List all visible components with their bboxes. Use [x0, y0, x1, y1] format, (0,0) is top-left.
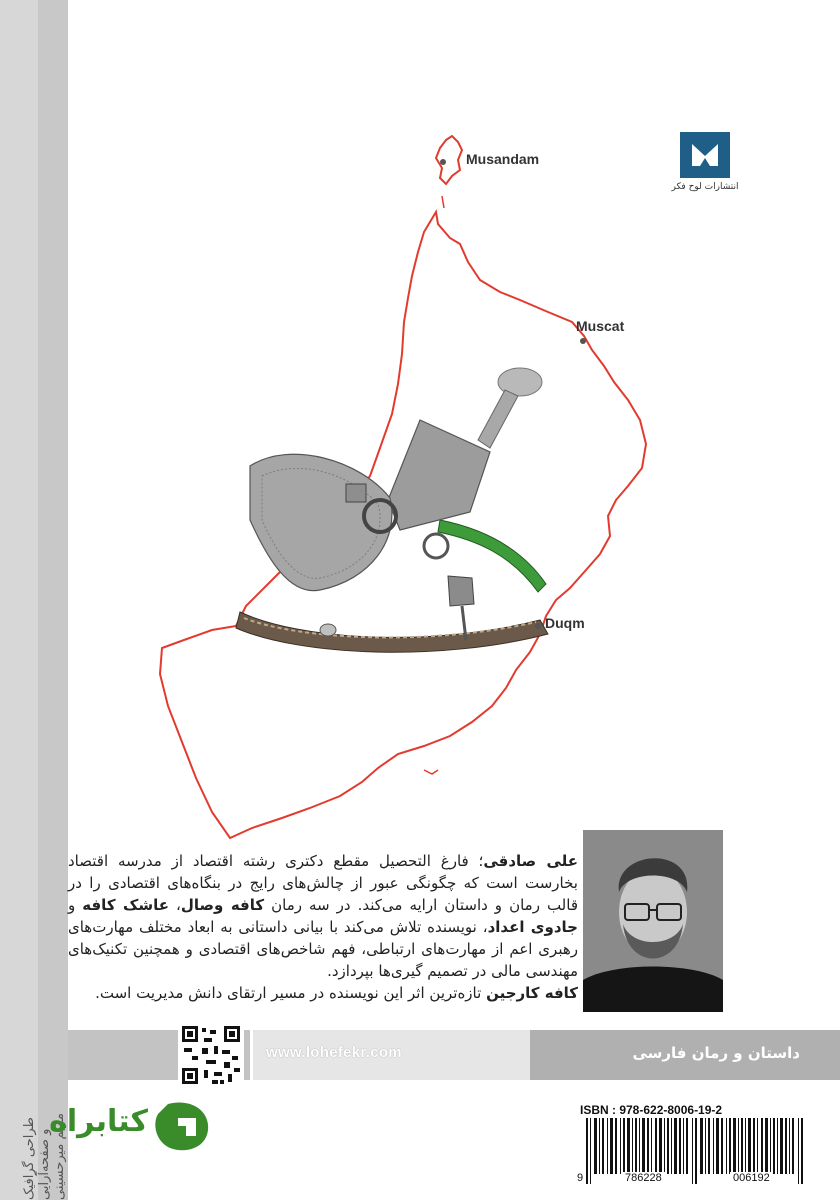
- bio-text: ، نویسنده تلاش می‌کند با بیانی داستانی به ابعاد: [187, 918, 488, 936]
- barcode: [572, 1118, 830, 1188]
- bio-text: تازه‌ترین اثر این نویسنده در مسیر ارتقای دانش مدیریت است.: [95, 984, 487, 1002]
- bio-text: مختلف مهارت‌های رهبری اعم از مهارت‌های ارتباطی، فهم شاخص‌های: [68, 918, 578, 958]
- book-title: جادوی اعداد: [487, 918, 578, 936]
- spine-credit-line-1: طراحی گرافیک و صفحه‌آرایی: [22, 1117, 52, 1200]
- qr-code[interactable]: [178, 1022, 244, 1088]
- barcode-left-digits: 786228: [622, 1172, 665, 1184]
- author-photo: [583, 830, 723, 1012]
- bio-text: بخارست است که چگونگی عبور از چالش‌های رایج در بنگاه‌های اقتصادی: [108, 874, 578, 892]
- spine-credit-line-2: مریم میرحسینی: [52, 1113, 67, 1200]
- publisher-name: انتشارات لوح فکر: [671, 182, 739, 192]
- bio-text: اقتصادی و همچنین تکنیک‌های مهندسی مالی در تصمیم گیری‌ها بپردازد.: [68, 940, 578, 980]
- bio-text: ،: [169, 896, 181, 914]
- ketabrah-watermark-text: کتابراه: [49, 1104, 148, 1139]
- musandam-outline: [436, 136, 462, 208]
- bio-text: ؛ فارغ التحصیل مقطع دکتری رشته اقتصاد از مدرسه اقتصاد: [68, 852, 484, 870]
- island-outline: [424, 770, 438, 774]
- barcode-right-digits: 006192: [730, 1172, 773, 1184]
- bio-text: را در قالب رمان و داستان ارایه می‌کند. در سه رمان: [68, 874, 578, 914]
- genre-label: داستان و رمان فارسی: [632, 1044, 800, 1062]
- book-title: عاشک کافه: [82, 896, 170, 914]
- map-label-muscat: Muscat: [576, 318, 625, 334]
- bio-text: و: [68, 896, 83, 914]
- author-bio: [68, 850, 578, 1004]
- map-label-duqm: Duqm: [545, 615, 585, 631]
- author-name: علی صادقی: [483, 852, 579, 870]
- book-title: کافه وصال: [180, 896, 265, 914]
- map-label-musandam: Musandam: [466, 151, 540, 167]
- publisher-logo-mark: [680, 132, 730, 178]
- barcode-first-digit: 9: [574, 1172, 586, 1184]
- book-title: کافه کارجین: [486, 984, 578, 1002]
- publisher-logo: [671, 132, 739, 204]
- isbn: ISBN : 978-622-8006-19-2: [580, 1103, 723, 1117]
- website-url[interactable]: www.lohefekr.com: [266, 1044, 402, 1061]
